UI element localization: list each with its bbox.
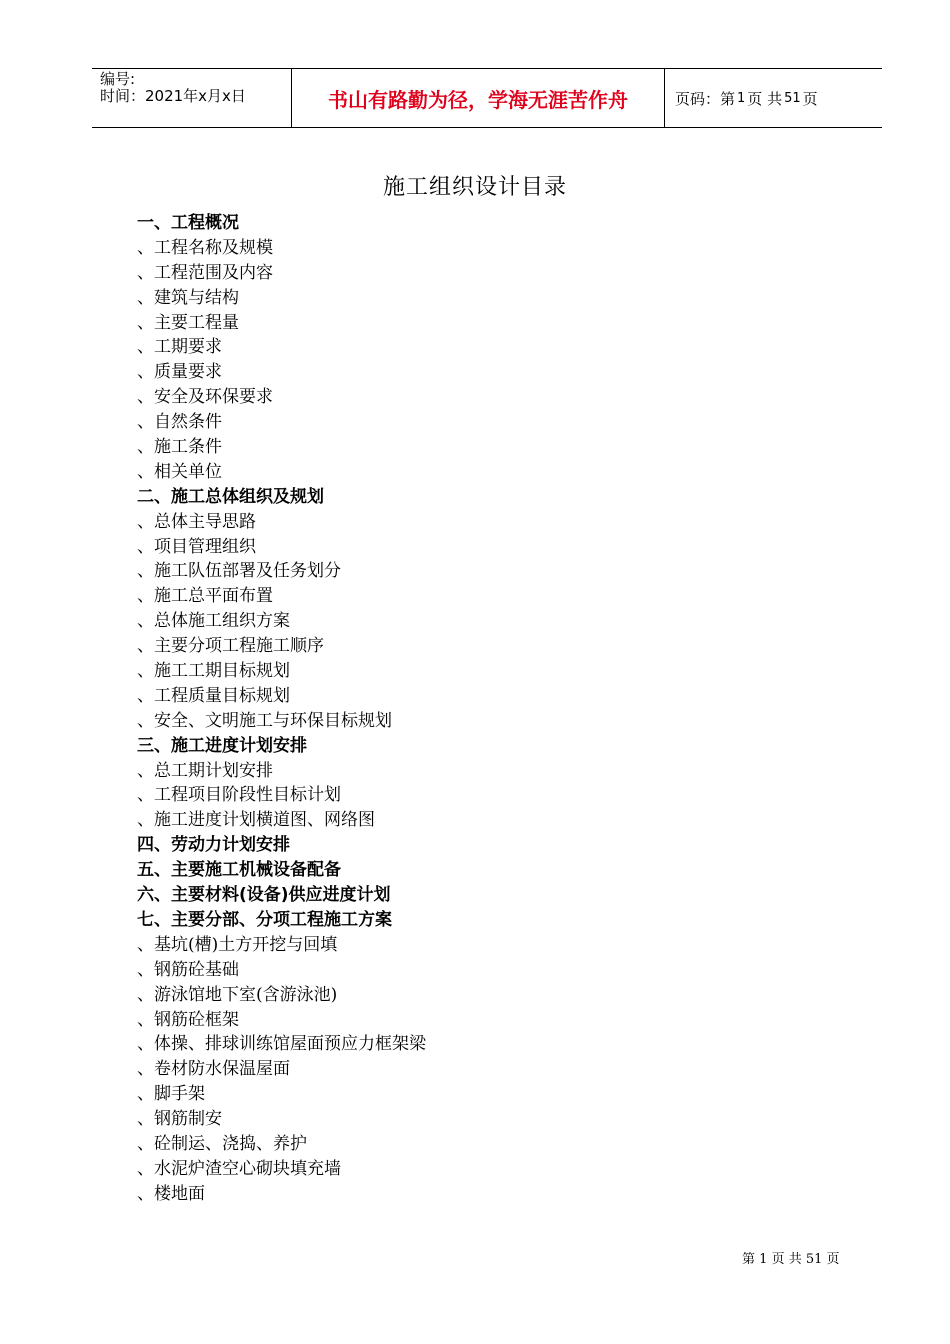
page-header: [92, 68, 882, 128]
document-title: 施工组织设计目录: [382, 175, 567, 200]
toc-item: 、钢筋制安: [137, 1109, 222, 1130]
toc-item: 、施工队伍部署及任务划分: [137, 561, 341, 582]
footer-mid: 页 共: [771, 1252, 802, 1267]
toc-item: 、体操、排球训练馆屋面预应力框架梁: [137, 1034, 426, 1055]
toc-item: 、主要分项工程施工顺序: [137, 636, 324, 657]
toc-item: 、基坑(槽)土方开挖与回填: [137, 934, 338, 955]
toc-item: 、建筑与结构: [137, 287, 239, 308]
footer-prefix: 第: [742, 1252, 756, 1267]
toc-item: 、施工总平面布置: [137, 586, 273, 607]
header-motto: 书山有路勤为径，学海无涯苦作舟: [292, 69, 665, 127]
header-page-suffix: 页: [802, 89, 818, 108]
header-page-total: 51: [784, 90, 801, 106]
toc-item: 、工期要求: [137, 337, 222, 358]
toc-item: 、相关单位: [137, 461, 222, 482]
header-page-info: [665, 69, 882, 127]
toc-section-heading: 五、主要施工机械设备配备: [137, 860, 341, 881]
toc-section-heading: 七、主要分部、分项工程施工方案: [137, 909, 392, 930]
header-page-number: 1: [737, 90, 746, 106]
toc-item: 、施工条件: [137, 437, 222, 458]
toc-item: 、施工进度计划横道图、网络图: [137, 810, 375, 831]
toc-item: 、施工工期目标规划: [137, 661, 290, 682]
toc-item: 、脚手架: [137, 1084, 205, 1105]
toc-item: 、安全、文明施工与环保目标规划: [137, 710, 392, 731]
footer-suffix: 页: [826, 1252, 840, 1267]
toc-section-heading: 六、主要材料(设备)供应进度计划: [137, 885, 391, 906]
table-of-contents: [137, 211, 426, 1207]
toc-item: 、楼地面: [137, 1183, 205, 1204]
toc-item: 、总体主导思路: [137, 511, 256, 532]
page-footer: [742, 1248, 840, 1267]
header-page-prefix: 页码：第: [675, 89, 736, 108]
footer-page-total: 51: [805, 1252, 823, 1267]
toc-item: 、砼制运、浇捣、养护: [137, 1133, 307, 1154]
toc-item: 、主要工程量: [137, 312, 239, 333]
header-page-mid: 页 共: [747, 89, 783, 108]
toc-item: 、工程项目阶段性目标计划: [137, 785, 341, 806]
header-meta: [92, 69, 292, 127]
toc-item: 、项目管理组织: [137, 536, 256, 557]
toc-item: 、安全及环保要求: [137, 387, 273, 408]
toc-item: 、自然条件: [137, 412, 222, 433]
toc-item: 、工程质量目标规划: [137, 685, 290, 706]
toc-item: 、质量要求: [137, 362, 222, 383]
toc-item: 、水泥炉渣空心砌块填充墙: [137, 1158, 341, 1179]
toc-item: 、工程范围及内容: [137, 262, 273, 283]
toc-section-heading: 二、施工总体组织及规划: [137, 486, 324, 507]
toc-section-heading: 三、施工进度计划安排: [137, 735, 307, 756]
toc-item: 、总工期计划安排: [137, 760, 273, 781]
toc-section-heading: 一、工程概况: [137, 213, 239, 233]
document-time: 时间：2021年x月x日: [100, 87, 246, 105]
toc-item: 、工程名称及规模: [137, 237, 273, 258]
toc-section-heading: 四、劳动力计划安排: [137, 835, 290, 856]
toc-item: 、卷材防水保温屋面: [137, 1059, 290, 1080]
toc-item: 、钢筋砼基础: [137, 959, 239, 980]
footer-page-number: 1: [759, 1252, 768, 1267]
toc-item: 、游泳馆地下室(含游泳池): [137, 984, 338, 1005]
toc-item: 、总体施工组织方案: [137, 611, 290, 632]
toc-item: 、钢筋砼框架: [137, 1009, 239, 1030]
document-number-label: 编号:: [100, 70, 136, 88]
